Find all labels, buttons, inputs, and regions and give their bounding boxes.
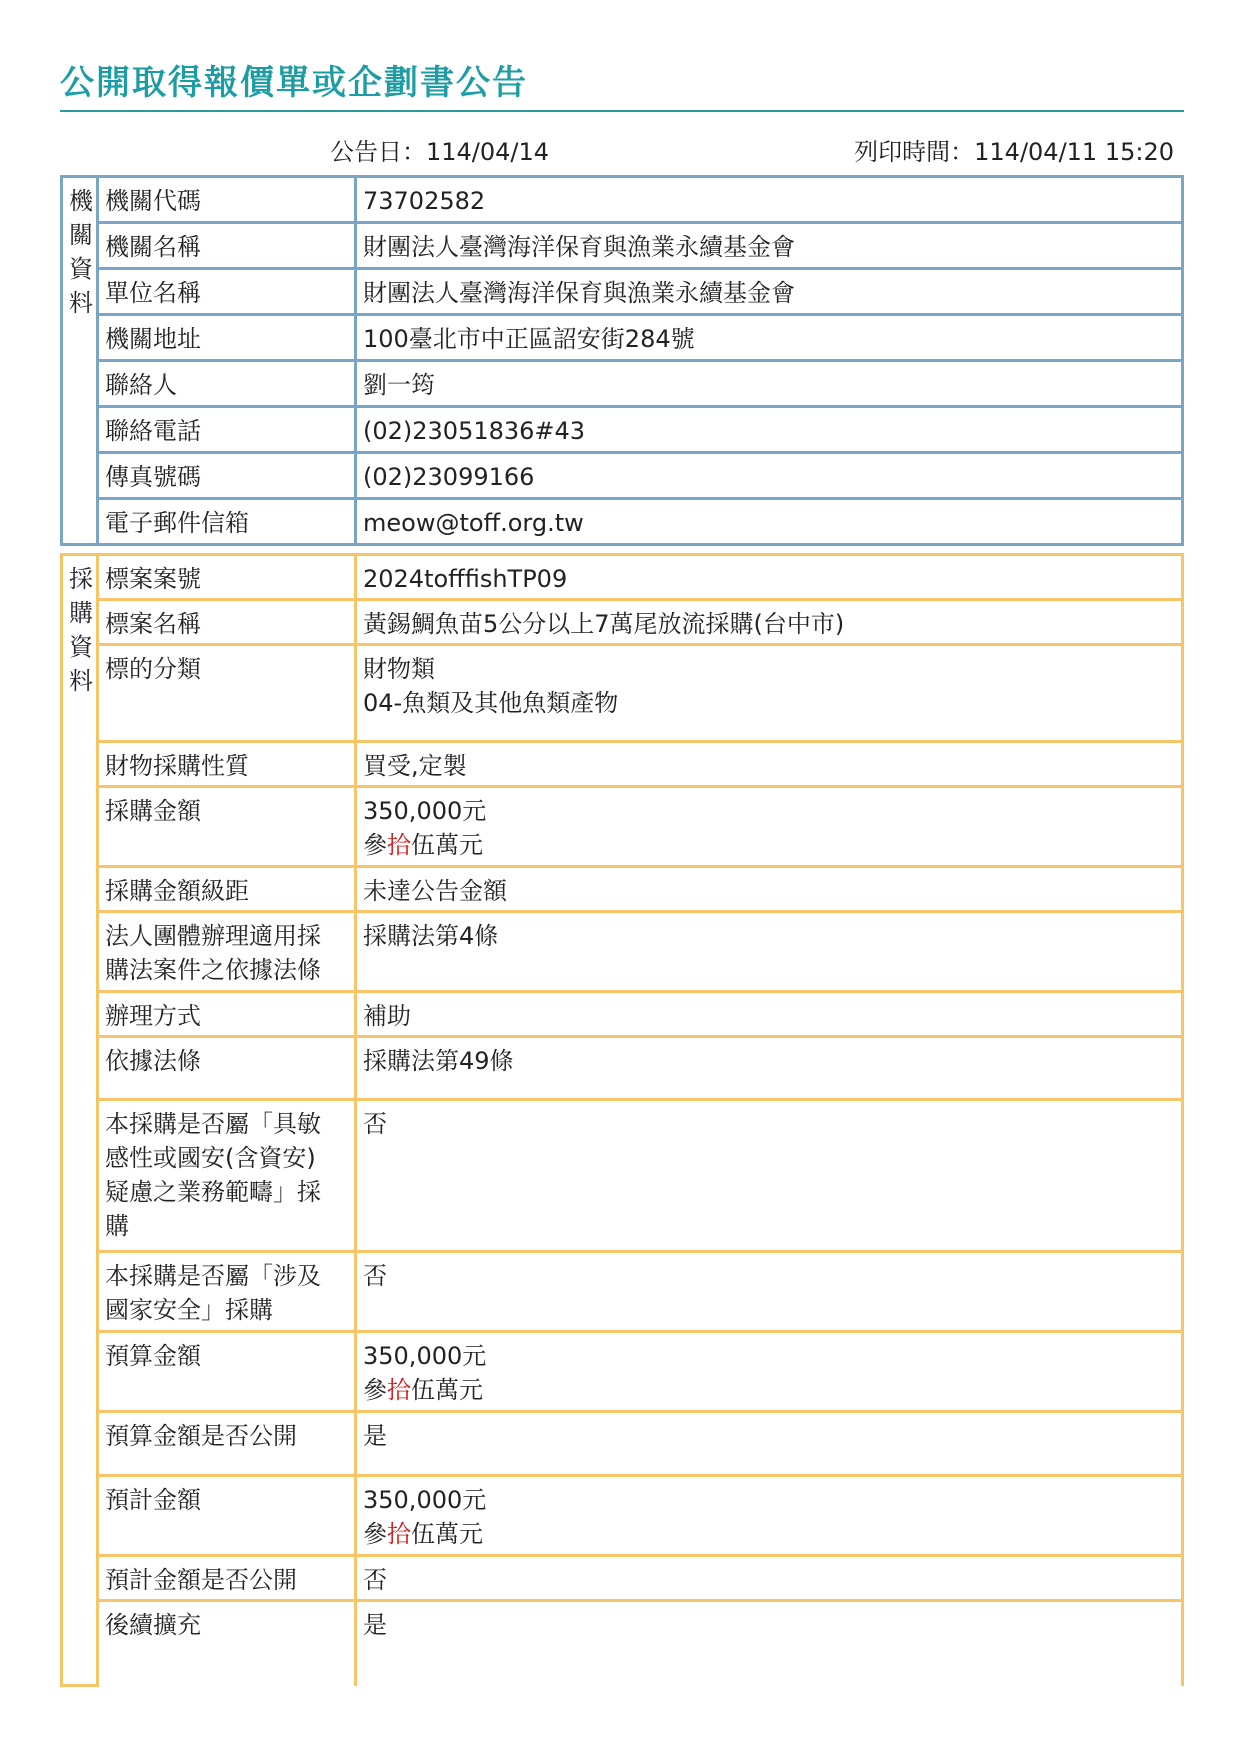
estimate-public-value: 否: [356, 1556, 1183, 1601]
section-char: 料: [69, 289, 93, 317]
procurement-table: [60, 553, 1184, 1687]
table-row: [62, 177, 1183, 223]
table-row: [62, 269, 1183, 315]
national-security-value: 否: [356, 1252, 1183, 1332]
table-row: [62, 223, 1183, 269]
table-row: [62, 453, 1183, 499]
case-no-value: 2024tofffishTP09: [356, 555, 1183, 600]
section-char: 資: [69, 633, 93, 661]
estimate-words-highlight: 拾: [387, 1520, 411, 1548]
field-label: 財物採購性質: [98, 742, 356, 787]
followup-value: 是: [356, 1601, 1183, 1686]
amount-words-highlight: 拾: [387, 831, 411, 859]
agency-name-value: 財團法人臺灣海洋保育與漁業永續基金會: [356, 223, 1183, 269]
table-row: [62, 645, 1183, 742]
field-label: 標案名稱: [98, 600, 356, 645]
amount-number: 350,000元: [363, 797, 487, 825]
label-line: 法人團體辦理適用採: [105, 922, 321, 950]
table-row: [62, 1556, 1183, 1601]
agency-table: [60, 175, 1184, 546]
label-line: 本採購是否屬「涉及: [105, 1262, 321, 1290]
nature-value: 買受,定製: [356, 742, 1183, 787]
table-row: [62, 1601, 1183, 1686]
table-row: [62, 1412, 1183, 1476]
agency-address-value: 100臺北市中正區詔安街284號: [356, 315, 1183, 361]
contact-phone-value: (02)23051836#43: [356, 407, 1183, 453]
table-row: [62, 407, 1183, 453]
table-row: [62, 992, 1183, 1037]
budget-words-part: 伍萬元: [411, 1376, 483, 1404]
field-label: 後續擴充: [98, 1601, 356, 1686]
budget-words: [363, 1373, 1175, 1407]
field-label: 預算金額是否公開: [98, 1412, 356, 1476]
sensitive-value: 否: [356, 1100, 1183, 1252]
field-label: 標案案號: [98, 555, 356, 600]
fax-value: (02)23099166: [356, 453, 1183, 499]
category-line: 財物類: [363, 655, 435, 683]
field-label: [98, 912, 356, 992]
table-row: [62, 1332, 1183, 1412]
table-row: [62, 787, 1183, 867]
field-label: 採購金額: [98, 787, 356, 867]
table-row: [62, 912, 1183, 992]
budget-words-highlight: 拾: [387, 1376, 411, 1404]
email-value: meow@toff.org.tw: [356, 499, 1183, 545]
budget-words-part: 參: [363, 1376, 387, 1404]
field-label: [98, 1252, 356, 1332]
table-row: [62, 1037, 1183, 1100]
table-row: [62, 499, 1183, 545]
label-line: 感性或國安(含資安): [105, 1144, 316, 1172]
estimate-words-part: 伍萬元: [411, 1520, 483, 1548]
contact-person-value: 劉一筠: [356, 361, 1183, 407]
field-label: 依據法條: [98, 1037, 356, 1100]
field-label: 辦理方式: [98, 992, 356, 1037]
field-label: 機關代碼: [98, 177, 356, 223]
field-label: 標的分類: [98, 645, 356, 742]
amount-level-value: 未達公告金額: [356, 867, 1183, 912]
section-char: 資: [69, 255, 93, 283]
amount-value: [356, 787, 1183, 867]
label-line: 購: [105, 1212, 129, 1240]
label-line: 國家安全」採購: [105, 1296, 273, 1324]
label-line: 購法案件之依據法條: [105, 956, 321, 984]
table-row: [62, 1252, 1183, 1332]
field-label: 單位名稱: [98, 269, 356, 315]
table-row: [62, 600, 1183, 645]
estimate-value: [356, 1476, 1183, 1556]
table-row: [62, 1100, 1183, 1252]
table-row: [62, 555, 1183, 600]
table-row: [62, 361, 1183, 407]
field-label: 聯絡電話: [98, 407, 356, 453]
field-label: 電子郵件信箱: [98, 499, 356, 545]
label-line: 本採購是否屬「具敏: [105, 1110, 321, 1138]
basis-article-value: 採購法第49條: [356, 1037, 1183, 1100]
section-char: 採: [69, 565, 93, 593]
field-label: 預計金額: [98, 1476, 356, 1556]
procurement-section-label: [62, 555, 98, 1686]
estimate-words: [363, 1517, 1175, 1551]
section-char: 關: [69, 221, 93, 249]
budget-public-value: 是: [356, 1412, 1183, 1476]
category-line: 04-魚類及其他魚類產物: [363, 689, 619, 717]
table-row: [62, 315, 1183, 361]
field-label: 採購金額級距: [98, 867, 356, 912]
field-label: 預算金額: [98, 1332, 356, 1412]
agency-section-label: [62, 177, 98, 545]
table-row: [62, 867, 1183, 912]
case-name-value: 黃錫鯛魚苗5公分以上7萬尾放流採購(台中市): [356, 600, 1183, 645]
field-label: 預計金額是否公開: [98, 1556, 356, 1601]
field-label: 聯絡人: [98, 361, 356, 407]
field-label: 機關地址: [98, 315, 356, 361]
page-title: 公開取得報價單或企劃書公告: [60, 58, 1184, 112]
label-line: 疑慮之業務範疇」採: [105, 1178, 321, 1206]
field-label: [98, 1100, 356, 1252]
table-row: [62, 1476, 1183, 1556]
amount-words: [363, 828, 1175, 862]
budget-value: [356, 1332, 1183, 1412]
budget-number: 350,000元: [363, 1342, 487, 1370]
section-char: 購: [69, 599, 93, 627]
table-row: [62, 742, 1183, 787]
unit-name-value: 財團法人臺灣海洋保育與漁業永續基金會: [356, 269, 1183, 315]
amount-words-part: 參: [363, 831, 387, 859]
section-char: 機: [69, 187, 93, 215]
method-value: 補助: [356, 992, 1183, 1037]
section-char: 料: [69, 667, 93, 695]
agency-code-value: 73702582: [356, 177, 1183, 223]
estimate-number: 350,000元: [363, 1486, 487, 1514]
print-time: 列印時間：114/04/11 15:20: [854, 138, 1174, 166]
legal-basis-value: 採購法第4條: [356, 912, 1183, 992]
category-value: [356, 645, 1183, 742]
amount-words-part: 伍萬元: [411, 831, 483, 859]
estimate-words-part: 參: [363, 1520, 387, 1548]
field-label: 傳真號碼: [98, 453, 356, 499]
field-label: 機關名稱: [98, 223, 356, 269]
announce-date: 公告日：114/04/14: [330, 138, 550, 166]
